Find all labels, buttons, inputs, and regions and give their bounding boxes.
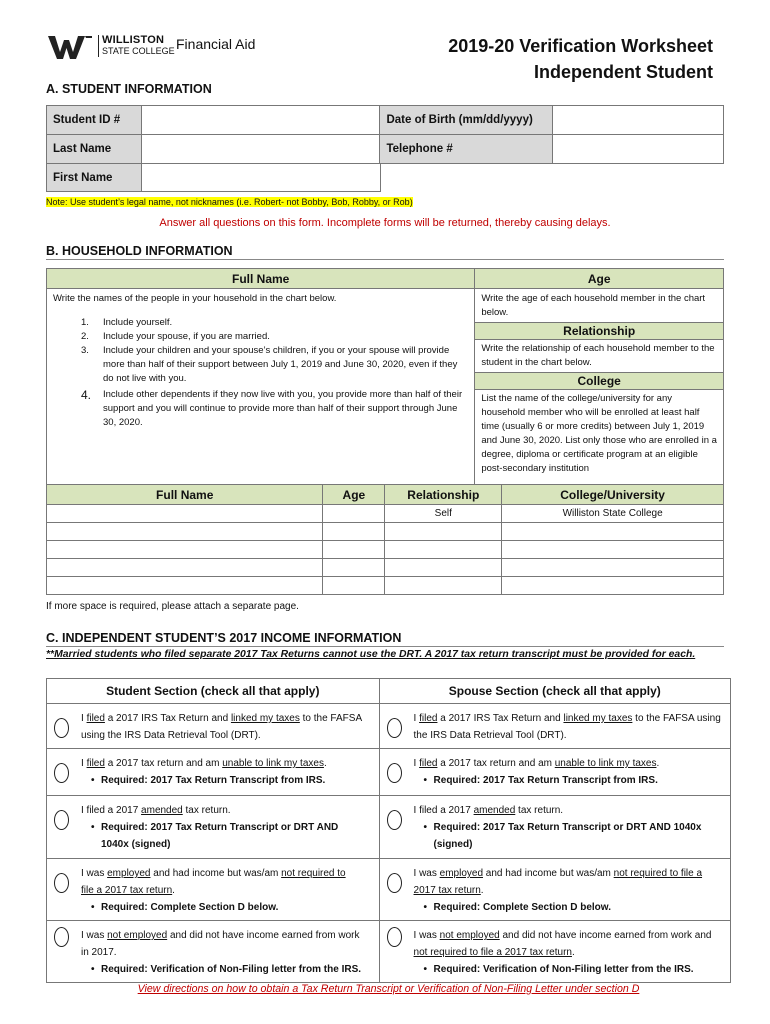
section-c-heading: C. INDEPENDENT STUDENT’S 2017 INCOME INFORMATION <box>46 631 402 645</box>
incomplete-forms-warning: Answer all questions on this form. Incomplete forms will be returned, thereby causing delays. <box>159 217 611 229</box>
requirement-text: • Required: 2017 Tax Return Transcript from IRS. <box>81 772 371 789</box>
spouse-amended-radio[interactable] <box>387 810 402 830</box>
student-info-table <box>46 105 724 164</box>
member-age-field[interactable] <box>323 523 385 541</box>
college-logo-mark-icon <box>48 34 92 60</box>
household-intro: Write the names of the people in your household in the chart below. <box>53 293 337 304</box>
table-row <box>47 796 731 859</box>
dob-label: Date of Birth (mm/dd/yyyy) <box>380 106 553 135</box>
list-item: 4. Include other dependents if they now live with you, you provide more than half of their support and you will continue to provide more than half of their support through June 30, 2020. <box>81 388 463 428</box>
requirement-text: • Required: 2017 Tax Return Transcript or DRT AND 1040x (signed) <box>81 819 371 853</box>
logo-text-state-college: STATE COLLEGE <box>102 46 175 56</box>
list-item: 2. Include your spouse, if you are married. <box>81 331 270 342</box>
table-row <box>47 559 724 577</box>
student-not-employed-radio[interactable] <box>54 927 69 947</box>
married-drt-note: **Married students who filed separate 2017 Tax Returns cannot use the DRT. A 2017 tax return transcript must be provided for each. <box>46 649 696 660</box>
dob-field[interactable] <box>553 106 724 135</box>
spouse-option-amended: I filed a 2017 amended tax return. • Required: 2017 Tax Return Transcript or DRT AND 1040x (signed) <box>379 796 730 859</box>
requirement-text: • Required: Verification of Non-Filing letter from the IRS. <box>414 961 722 978</box>
member-age-field[interactable] <box>323 577 385 595</box>
member-name-field[interactable] <box>47 505 323 523</box>
college-subheader: College <box>475 372 723 390</box>
member-age-field[interactable] <box>323 505 385 523</box>
worksheet-title: 2019-20 Verification Worksheet <box>448 36 713 56</box>
col-header-age: Age <box>323 485 385 505</box>
student-id-field[interactable] <box>141 106 380 135</box>
member-age-field[interactable] <box>323 559 385 577</box>
legal-name-note-text: Note: Use student’s legal name, not nicknames (i.e. Robert- not Bobby, Bob, Robby, or Rob) <box>46 197 413 207</box>
section-c-rule <box>46 646 724 647</box>
relationship-subheader: Relationship <box>475 322 723 340</box>
college-description: List the name of the college/university for any household member who will be enrolled at least half time (usually 6 or more credits) between July 1, 2019 and June 30, 2020. List only those who are enrolled in a degree, diploma or certificate program at an eligible post-secondary institution <box>481 393 717 474</box>
member-relationship-field[interactable] <box>385 559 502 577</box>
full-name-header: Full Name <box>47 269 475 289</box>
household-instruction-list <box>53 316 468 430</box>
student-id-label: Student ID # <box>47 106 142 135</box>
member-name-field[interactable] <box>47 541 323 559</box>
spouse-drt-radio[interactable] <box>387 718 402 738</box>
member-college-field[interactable] <box>502 577 724 595</box>
spouse-option-drt: I filed a 2017 IRS Tax Return and linked my taxes to the FAFSA using the IRS Data Retrieval Tool (DRT). <box>379 704 730 749</box>
member-college-field[interactable] <box>502 523 724 541</box>
requirement-text: • Required: Complete Section D below. <box>414 899 722 916</box>
first-name-table <box>46 163 381 192</box>
student-section-header: Student Section (check all that apply) <box>47 679 380 704</box>
table-row <box>47 523 724 541</box>
spouse-not-required-radio[interactable] <box>387 873 402 893</box>
col-header-college: College/University <box>502 485 724 505</box>
table-row <box>47 749 731 796</box>
worksheet-subtitle: Independent Student <box>534 62 713 82</box>
section-b-heading: B. HOUSEHOLD INFORMATION <box>46 244 233 258</box>
table-row <box>47 577 724 595</box>
table-row <box>47 859 731 921</box>
requirement-text: • Required: Verification of Non-Filing letter from the IRS. <box>81 961 371 978</box>
member-age-field[interactable] <box>323 541 385 559</box>
student-drt-radio[interactable] <box>54 718 69 738</box>
household-instructions-cell <box>47 289 475 485</box>
member-college-field[interactable]: Williston State College <box>502 505 724 523</box>
table-row <box>47 541 724 559</box>
member-name-field[interactable] <box>47 523 323 541</box>
transcript-directions-link[interactable]: View directions on how to obtain a Tax Return Transcript or Verification of Non-Filing Letter under section D <box>137 983 640 995</box>
table-row <box>47 921 731 983</box>
household-column-descriptions <box>475 289 724 485</box>
member-name-field[interactable] <box>47 577 323 595</box>
telephone-label: Telephone # <box>380 135 553 164</box>
first-name-field[interactable] <box>141 164 380 192</box>
first-name-label: First Name <box>47 164 142 192</box>
telephone-field[interactable] <box>553 135 724 164</box>
member-relationship-field[interactable]: Self <box>385 505 502 523</box>
household-members-table <box>46 484 724 595</box>
col-header-relationship: Relationship <box>385 485 502 505</box>
list-item: 1. Include yourself. <box>81 317 173 328</box>
last-name-label: Last Name <box>47 135 142 164</box>
section-a-heading: A. STUDENT INFORMATION <box>46 82 212 96</box>
spouse-option-not-employed: I was not employed and did not have income earned from work and not required to file a 2017 tax return. • Required: Verification of Non-Filing letter from the IRS. <box>379 921 730 983</box>
more-space-note: If more space is required, please attach a separate page. <box>46 601 299 612</box>
household-instructions-table <box>46 268 724 485</box>
age-description: Write the age of each household member in the chart below. <box>481 293 706 318</box>
student-option-not-required: I was employed and had income but was/am not required to file a 2017 tax return. • Required: Complete Section D below. <box>47 859 380 921</box>
student-amended-radio[interactable] <box>54 810 69 830</box>
table-row <box>47 505 724 523</box>
student-unable-link-radio[interactable] <box>54 763 69 783</box>
requirement-text: • Required: 2017 Tax Return Transcript from IRS. <box>414 772 722 789</box>
relationship-description: Write the relationship of each household member to the student in the chart below. <box>481 343 715 368</box>
table-row <box>47 704 731 749</box>
age-header: Age <box>475 269 724 289</box>
student-option-drt: I filed a 2017 IRS Tax Return and linked my taxes to the FAFSA using the IRS Data Retrieval Tool (DRT). <box>47 704 380 749</box>
col-header-full-name: Full Name <box>47 485 323 505</box>
member-college-field[interactable] <box>502 559 724 577</box>
member-relationship-field[interactable] <box>385 541 502 559</box>
section-b-rule <box>46 259 724 260</box>
student-not-required-radio[interactable] <box>54 873 69 893</box>
student-option-amended: I filed a 2017 amended tax return. • Required: 2017 Tax Return Transcript or DRT AND 1040x (signed) <box>47 796 380 859</box>
legal-name-note <box>46 197 413 207</box>
logo-dept-label: Financial Aid <box>176 36 256 52</box>
logo-text-williston: WILLISTON <box>102 34 165 46</box>
spouse-option-not-required: I was employed and had income but was/am not required to file a 2017 tax return. • Required: Complete Section D below. <box>379 859 730 921</box>
spouse-unable-link-radio[interactable] <box>387 763 402 783</box>
spouse-not-employed-radio[interactable] <box>387 927 402 947</box>
income-options-table <box>46 678 731 983</box>
member-college-field[interactable] <box>502 541 724 559</box>
last-name-field[interactable] <box>141 135 380 164</box>
spouse-section-header: Spouse Section (check all that apply) <box>379 679 730 704</box>
spouse-option-unable-link: I filed a 2017 tax return and am unable to link my taxes. • Required: 2017 Tax Return Transcript from IRS. <box>379 749 730 796</box>
member-name-field[interactable] <box>47 559 323 577</box>
requirement-text: • Required: Complete Section D below. <box>81 899 371 916</box>
requirement-text: • Required: 2017 Tax Return Transcript or DRT AND 1040x (signed) <box>414 819 722 853</box>
member-relationship-field[interactable] <box>385 523 502 541</box>
member-relationship-field[interactable] <box>385 577 502 595</box>
logo-separator <box>98 35 99 57</box>
list-item: 3. Include your children and your spouse’s children, if you or your spouse will provide more than half of their support between July 1, 2019 and June 30, 2020, even if they do not live with you. <box>81 345 458 384</box>
student-option-unable-link: I filed a 2017 tax return and am unable to link my taxes. • Required: 2017 Tax Return Transcript from IRS. <box>47 749 380 796</box>
student-option-not-employed: I was not employed and did not have income earned from work in 2017. • Required: Verification of Non-Filing letter from the IRS. <box>47 921 380 983</box>
